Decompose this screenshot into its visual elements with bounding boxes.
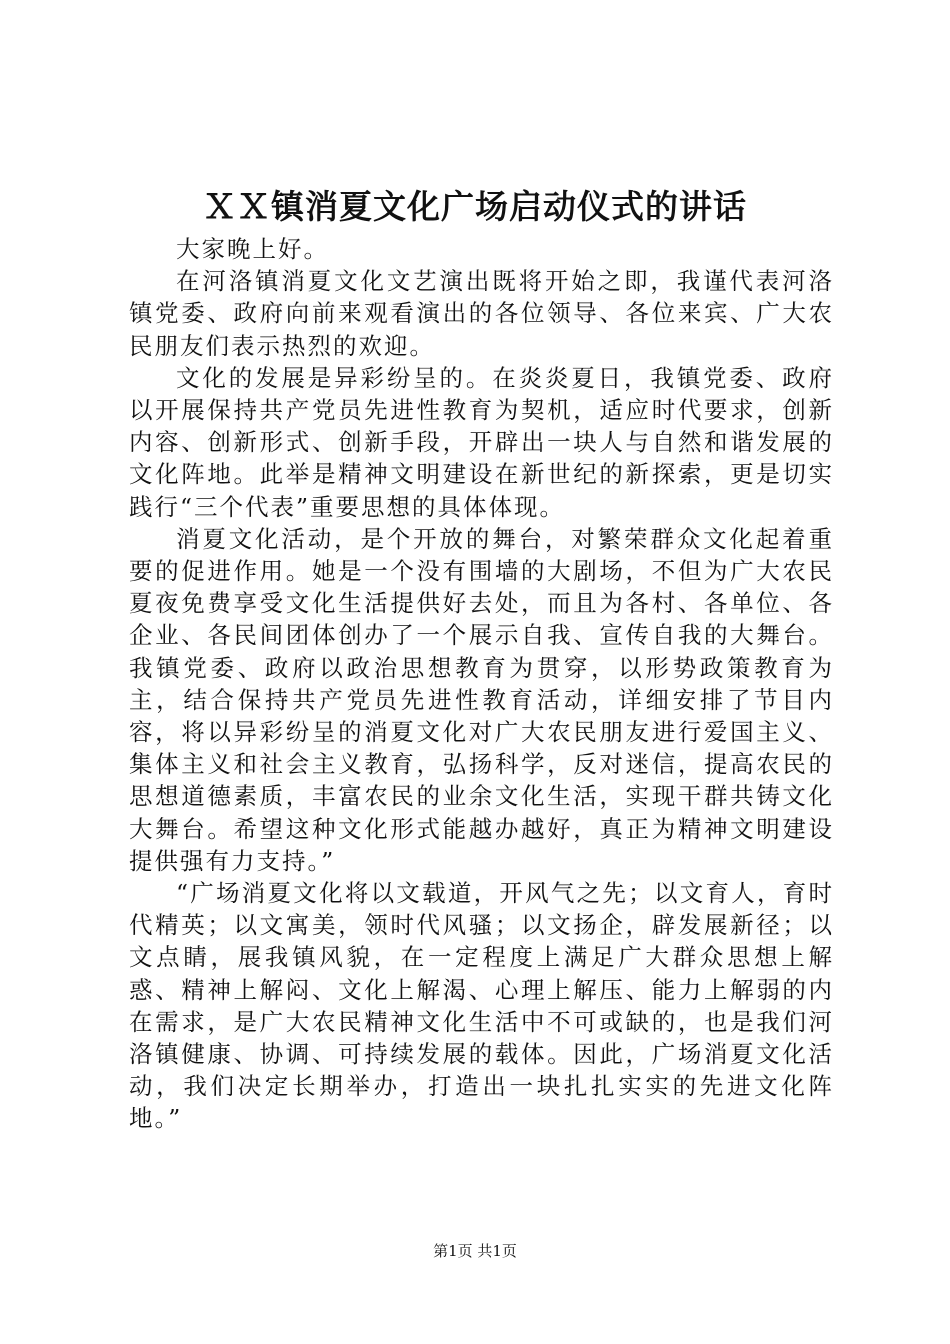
paragraph-welcome: 在河洛镇消夏文化文艺演出既将开始之即，我谨代表河洛镇党委、政府向前来观看演出的各位领导、各位来宾、广大农民朋友们表示热烈的欢迎。 bbox=[129, 267, 834, 360]
paragraph-square-culture: “广场消夏文化将以文载道，开风气之先；以文育人，育时代精英；以文寓美，领时代风骚；以文扬企，辟发展新径；以文点睛，展我镇风貌，在一定程度上满足广大群众思想上解惑、精神上解闷、文化上解渴、心理上解压、能力上解弱的内在需求，是广大农民精神文化生活中不可或缺的，也是我们河洛镇健康、协调、可持续发展的载体。因此，广场消夏文化活动，我们决定长期举办，打造出一块扎扎实实的先进文化阵地。” bbox=[129, 879, 834, 1133]
paragraph-culture-development: 文化的发展是异彩纷呈的。在炎炎夏日，我镇党委、政府以开展保持共产党员先进性教育为契机，适应时代要求，创新内容、创新形式、创新手段，开辟出一块人与自然和谐发展的文化阵地。此举是精神文明建设在新世纪的新探索，更是切实践行“三个代表”重要思想的具体体现。 bbox=[129, 363, 834, 521]
document-title: ＸＸ镇消夏文化广场启动仪式的讲话 bbox=[203, 187, 747, 226]
paragraph-summer-activity: 消夏文化活动，是个开放的舞台，对繁荣群众文化起着重要的促进作用。她是一个没有围墙的大剧场，不但为广大农民夏夜免费享受文化生活提供好去处，而且为各村、各单位、各企业、各民间团体创办了一个展示自我、宣传自我的大舞台。我镇党委、政府以政治思想教育为贯穿，以形势政策教育为主，结合保持共产党员先进性教育活动，详细安排了节目内容，将以异彩纷呈的消夏文化对广大农民朋友进行爱国主义、集体主义和社会主义教育，弘扬科学，反对迷信，提高农民的思想道德素质，丰富农民的业余文化生活，实现干群共铸文化大舞台。希望这种文化形式能越办越好，真正为精神文明建设提供强有力支持。” bbox=[129, 524, 834, 875]
paragraph-greeting: 大家晚上好。 bbox=[176, 235, 329, 263]
page-number-footer: 第1页 共1页 bbox=[433, 1242, 517, 1260]
document-body bbox=[129, 233, 834, 1135]
